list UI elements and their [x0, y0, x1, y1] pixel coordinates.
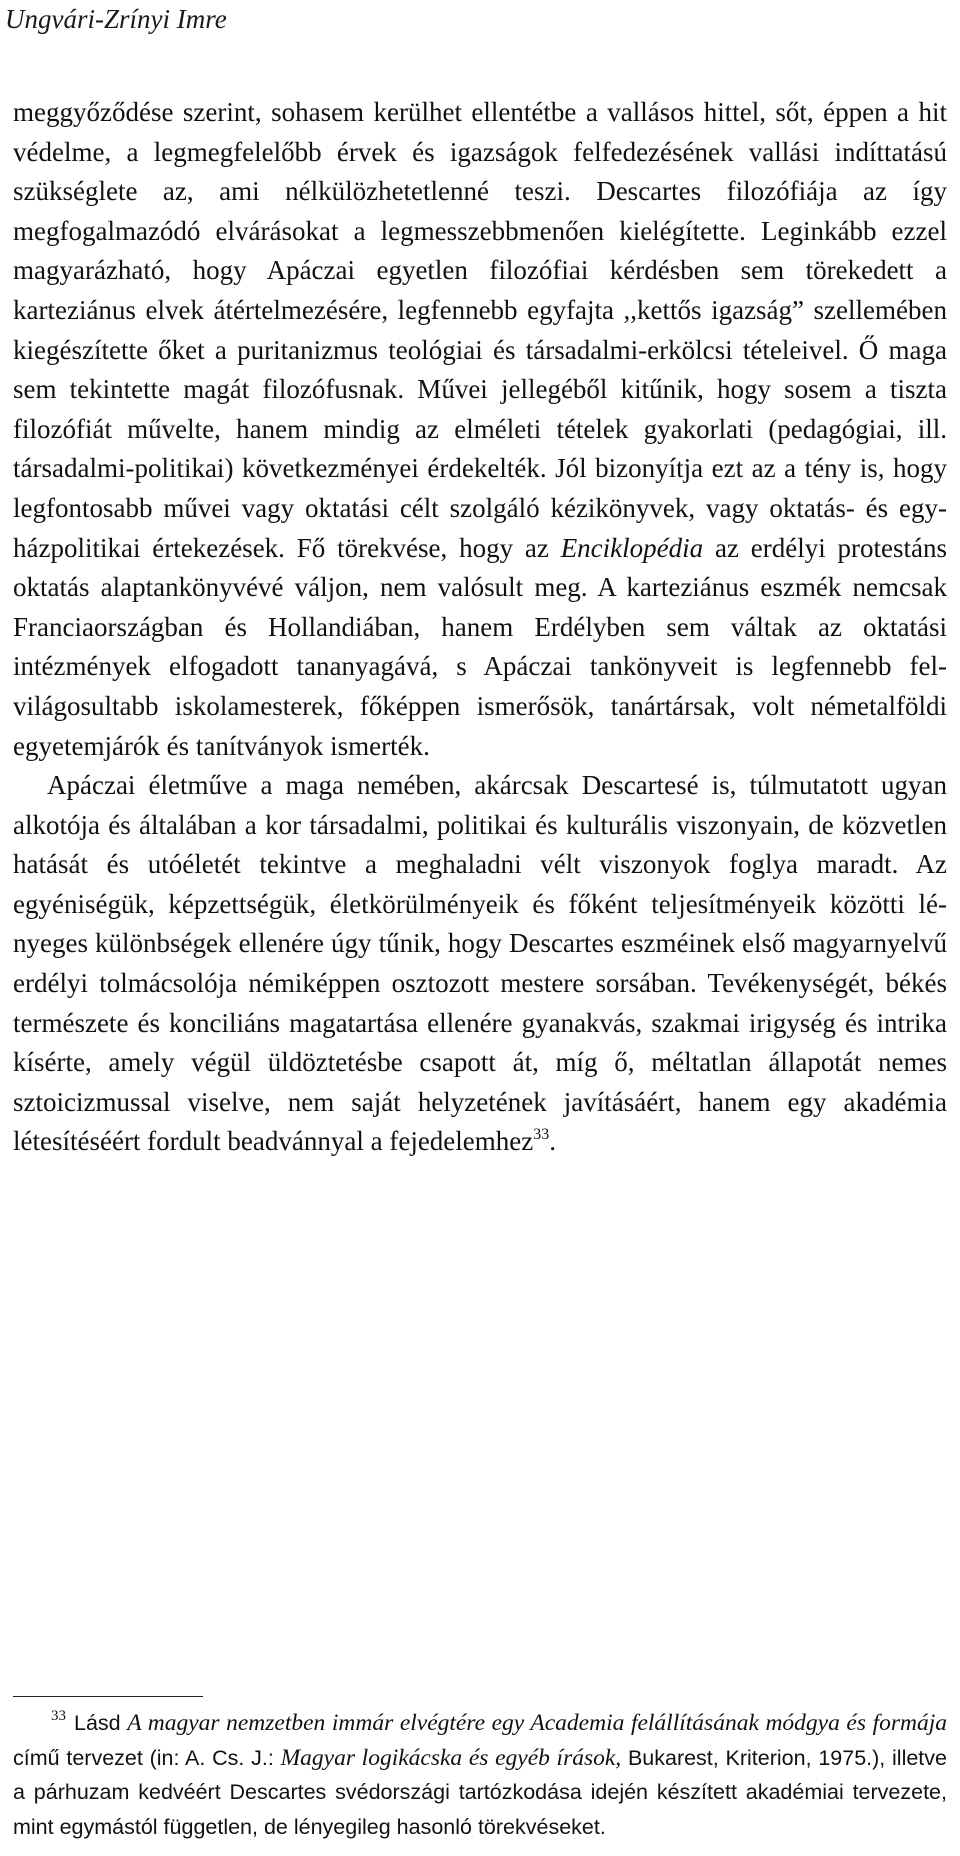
- footnote-33: [13, 1706, 947, 1844]
- footnote-title: A magyar nemzetben immár elvégtére egy Academia felállításának módgya és formája: [127, 1710, 948, 1736]
- footnote-lead: Lásd: [74, 1711, 121, 1735]
- running-head: Ungvári-Zrínyi Imre: [5, 4, 227, 34]
- footnote-mid-1: című tervezet (in: A. Cs. J.:: [13, 1745, 281, 1770]
- paragraph-1: [13, 93, 947, 766]
- body-text: [13, 93, 947, 1162]
- footnote-separator: [13, 1696, 203, 1697]
- paragraph-1-italic-title: Enciklopédia: [560, 532, 704, 563]
- footnote-source: Magyar logikácska és egyéb írások,: [280, 1744, 622, 1771]
- footnote: [13, 1706, 947, 1844]
- paragraph-1-text-end: az erdélyi protestáns oktatás alaptankönyvévé váljon, nem valósult meg. A karteziánus eszmék nemcsak Franciaországban és Hollandiában, hanem Erdélyben sem váltak az oktatási intézmények elfogadott tananyagává, s Apáczai tankönyveit is legfennebb felvilágosultabb iskolamesterek, főképpen ismerősök, tanártársak, volt németalföldi egyetemjárók és tanítványok ismerték.: [13, 532, 947, 761]
- paragraph-2-end: .: [549, 1126, 556, 1157]
- footnote-mid-2: Bukarest, Kriterion, 1975.), illetve a párhuzam kedvéért Descartes svédországi tartózkodása idején készített akadémiai tervezete, mint egymástól független, de lényegileg hasonló törekvéseket.: [13, 1745, 947, 1839]
- footnote-number: 33: [51, 1708, 66, 1724]
- paragraph-1-text: meggyőződése szerint, sohasem kerülhet ellentétbe a vallásos hittel, sőt, éppen a hit védelme, a legmegfelelőbb érvek és igazságok felfedezésének vallási indíttatású szükséglete az, ami nélkülözhetetlenné teszi. Descartes filozófiája az így megfogalmazódó elvárásokat a legmesszebbmenően kielégítette. Leginkább ezzel magyarázható, hogy Apáczai egyetlen filozófiai kérdésben sem törekedett a karteziánus elvek átértelmezésére, legfennebb egyfajta ,,kettős igazság” szellemében kiegészítette őket a puritanizmus teológiai és társadalmi-erkölcsi tételeivel. Ő maga sem tekintette magát filozófusnak. Művei jellegéből kitűnik, hogy sosem a tiszta filozófiát művelte, hanem mindig az elméleti tételek gyakorlati (pedagógiai, ill. társadalmi-politikai) következményei érdekelték. Jól bizonyítja ezt az a tény is, hogy legfontosabb művei vagy oktatási célt szolgáló kézikönyvek, vagy oktatás- és egyházpolitikai értekezések. Fő törekvése, hogy az: [13, 97, 947, 563]
- paragraph-2: [13, 766, 947, 1162]
- paragraph-2-text: Apáczai életműve a maga nemében, akárcsak Descartesé is, túlmutatott ugyan alkotója és általában a kor társadalmi, politikai és kulturális viszonyain, de közvetlen hatását és utóéletét tekintve a meghaladni vélt viszonyok foglya maradt. Az egyéniségük, képzettségük, életkörülményeik és főként teljesítményeik közötti lényeges különbségek ellenére úgy tűnik, hogy Descartes eszméinek első magyarnyelvű erdélyi tolmácsolója némiképpen osztozott mestere sorsában. Tevékenységét, békés természete és konciliáns magatartása ellenére gyanakvás, szakmai irigység és intrika kísérte, amely végül üldöztetésbe csapott át, míg ő, méltatlan állapotát nemes sztoicizmussal viselve, nem saját helyzetének javításáért, hanem egy akadémia létesítéséért fordult beadvánnyal a fejedelemhez: [13, 770, 947, 1157]
- footnote-reference[interactable]: 33: [533, 1126, 550, 1144]
